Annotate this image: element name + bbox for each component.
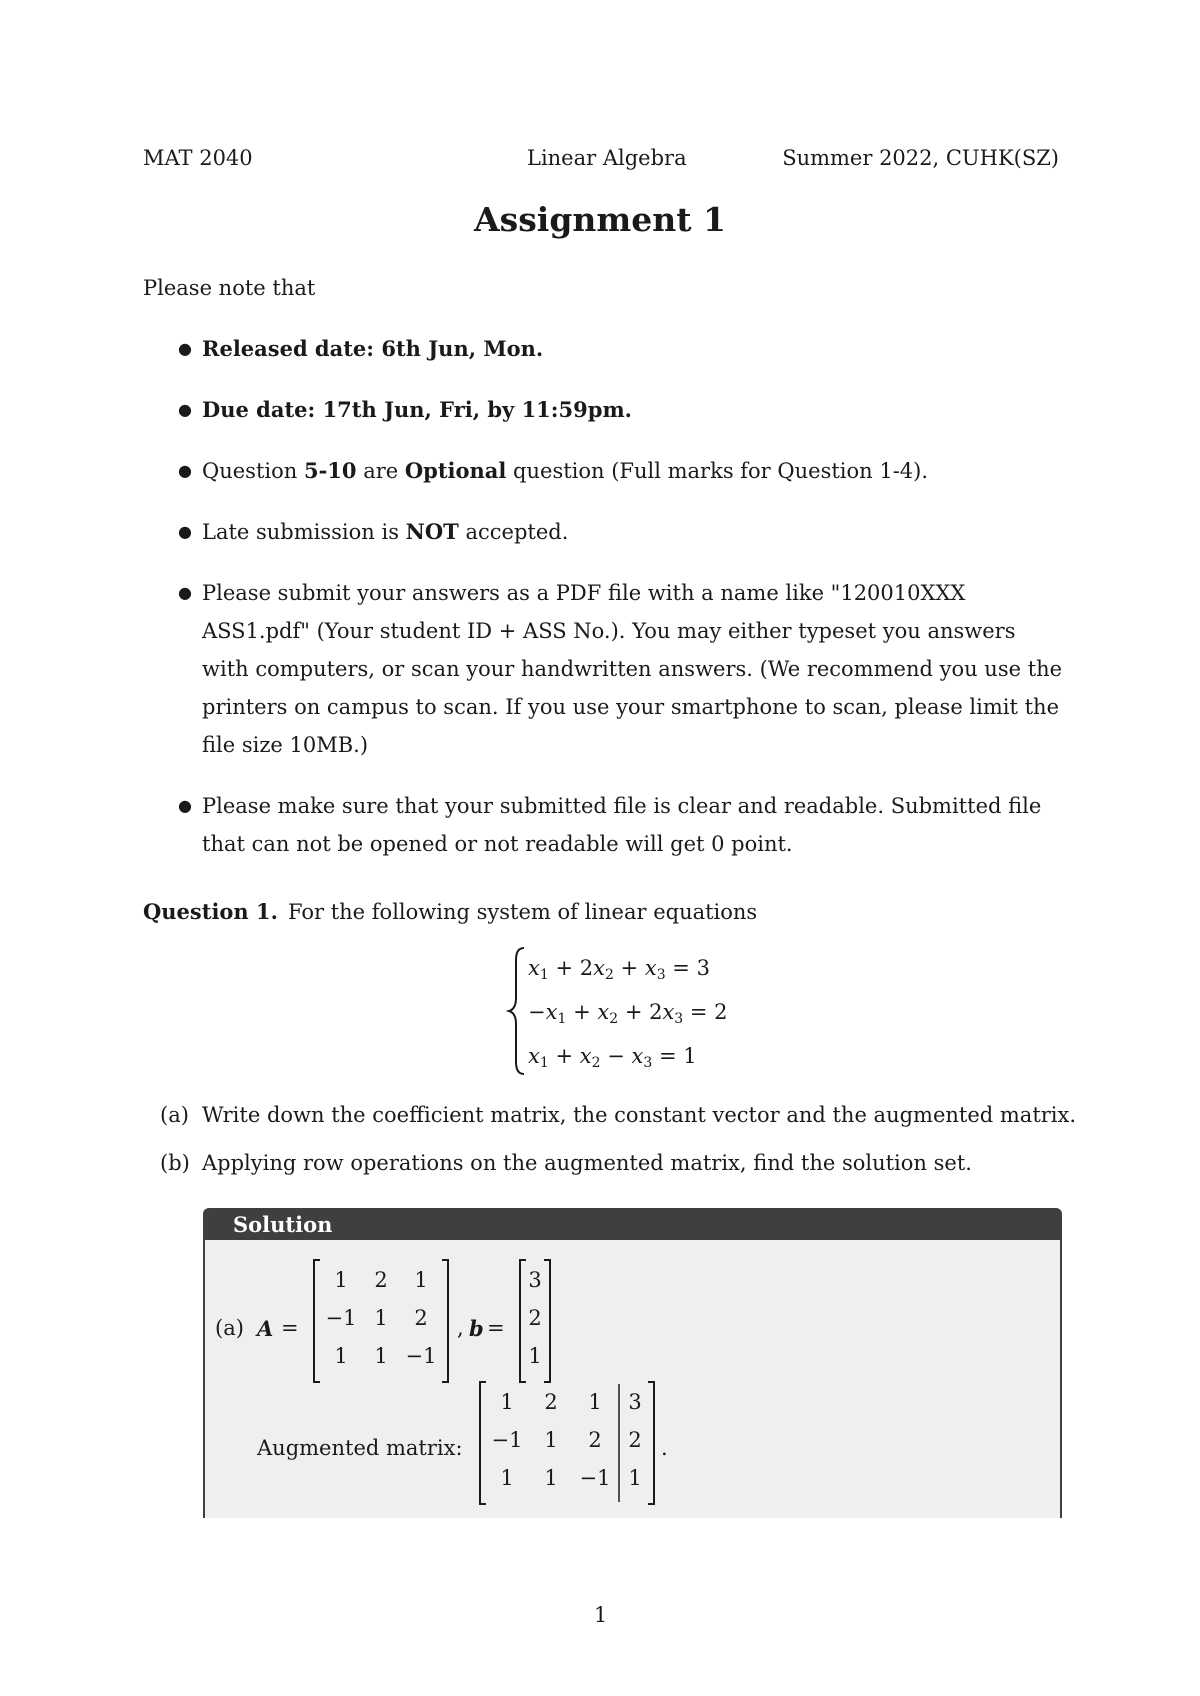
- equation-row: $x_1 + 2x_2 + x_3 = 3$: [528, 956, 710, 983]
- question-part: [160, 1103, 1076, 1127]
- list-item: [178, 452, 1063, 490]
- bullet-icon: ●: [178, 339, 192, 358]
- matrix-cell: 1: [414, 1268, 428, 1292]
- matrix-cell: 1: [544, 1466, 558, 1490]
- due-date: Due date: 17th Jun, Fri, by 11:59pm.: [202, 397, 632, 422]
- vector-cell: 3: [528, 1268, 542, 1292]
- intro-text: Please note that: [143, 276, 316, 300]
- matrix-cell: 2: [414, 1306, 428, 1330]
- matrix-a: [311, 1258, 451, 1384]
- equals-sign: =: [487, 1316, 505, 1340]
- matrix-cell: 2: [588, 1428, 602, 1452]
- question-part: [160, 1151, 972, 1175]
- list-item: [178, 330, 1063, 368]
- matrix-cell: 1: [334, 1344, 348, 1368]
- question-text: For the following system of linear equations: [287, 900, 758, 924]
- matrix-cell: 1: [374, 1306, 388, 1330]
- bullet-icon: ●: [178, 522, 192, 541]
- bullet-icon: ●: [178, 796, 192, 815]
- vector-cell: 1: [528, 1344, 542, 1368]
- matrix-cell: 1: [374, 1344, 388, 1368]
- matrix-cell: 1: [628, 1466, 642, 1490]
- course-subject: Linear Algebra: [527, 146, 687, 170]
- matrix-cell: −1: [405, 1344, 437, 1368]
- solution-part-label: (a): [215, 1316, 244, 1340]
- list-item: [178, 787, 1063, 863]
- matrix-cell: −1: [491, 1428, 523, 1452]
- equation-row: $-x_1 + x_2 + 2x_3 = 2$: [528, 1000, 728, 1027]
- matrix-cell: 3: [628, 1390, 642, 1414]
- released-date: Released date: 6th Jun, Mon.: [202, 336, 544, 361]
- readable-instructions: Please make sure that your submitted file is clear and readable. Submitted file that can not be opened or not readable will get 0 point.: [202, 794, 1042, 856]
- solution-header: [203, 1208, 1062, 1240]
- matrix-cell: 1: [500, 1466, 514, 1490]
- term-label: Summer 2022, CUHK(SZ): [782, 146, 1059, 170]
- matrix-cell: 1: [544, 1428, 558, 1452]
- list-item: [178, 391, 1063, 429]
- page-number: 1: [594, 1603, 608, 1627]
- bullet-icon: ●: [178, 583, 192, 602]
- solution-body: [203, 1240, 1062, 1518]
- comma: ,: [457, 1316, 464, 1340]
- list-item: [178, 574, 1063, 764]
- late-prefix: Late submission is: [202, 520, 406, 544]
- bullet-icon: ●: [178, 400, 192, 419]
- part-label: (b): [160, 1151, 190, 1175]
- optional-range: 5-10: [303, 458, 357, 483]
- optional-mid: are: [356, 459, 405, 483]
- matrix-cell: 2: [628, 1428, 642, 1452]
- matrix-cell: 1: [500, 1390, 514, 1414]
- part-label: (a): [160, 1103, 189, 1127]
- late-suffix: accepted.: [458, 520, 569, 544]
- solution-box: [203, 1208, 1062, 1518]
- matrix-cell: 1: [588, 1390, 602, 1414]
- vector-b: [517, 1258, 553, 1384]
- vector-cell: 2: [528, 1306, 542, 1330]
- question-label: Question 1.: [143, 899, 278, 924]
- left-brace-icon: [506, 946, 528, 1076]
- bullet-icon: ●: [178, 461, 192, 480]
- matrix-a-label: A: [257, 1316, 274, 1341]
- matrix-cell: 1: [334, 1268, 348, 1292]
- optional-suffix: question (Full marks for Question 1-4).: [506, 459, 929, 483]
- equation-row: $x_1 + x_2 - x_3 = 1$: [528, 1044, 697, 1071]
- period: .: [661, 1436, 668, 1460]
- notes-list: [178, 330, 1063, 886]
- matrix-cell: 2: [544, 1390, 558, 1414]
- list-item: [178, 513, 1063, 551]
- part-text: Applying row operations on the augmented matrix, find the solution set.: [202, 1151, 972, 1175]
- page-title: Assignment 1: [474, 200, 726, 239]
- optional-prefix: Question: [202, 459, 304, 483]
- submit-instructions: Please submit your answers as a PDF file with a name like "120010XXX ASS1.pdf" (Your student ID + ASS No.). You may either typeset you answers with computers, or scan your handwritten answers. (We recommend you use the printers on campus to scan. If you use your smartphone to scan, please limit the file size 10MB.): [202, 581, 1063, 757]
- solution-title: Solution: [233, 1212, 333, 1237]
- matrix-cell: −1: [325, 1306, 357, 1330]
- equals-sign: =: [281, 1316, 299, 1340]
- matrix-cell: −1: [579, 1466, 611, 1490]
- part-text: Write down the coefficient matrix, the constant vector and the augmented matrix.: [202, 1103, 1077, 1127]
- optional-word: Optional: [404, 458, 507, 483]
- augmented-matrix: [477, 1380, 657, 1506]
- question-1-heading: [143, 899, 757, 924]
- augmented-label: Augmented matrix:: [257, 1436, 463, 1460]
- matrix-cell: 2: [374, 1268, 388, 1292]
- vector-b-label: b: [469, 1316, 484, 1341]
- late-not: NOT: [405, 519, 459, 544]
- course-code: MAT 2040: [143, 146, 253, 170]
